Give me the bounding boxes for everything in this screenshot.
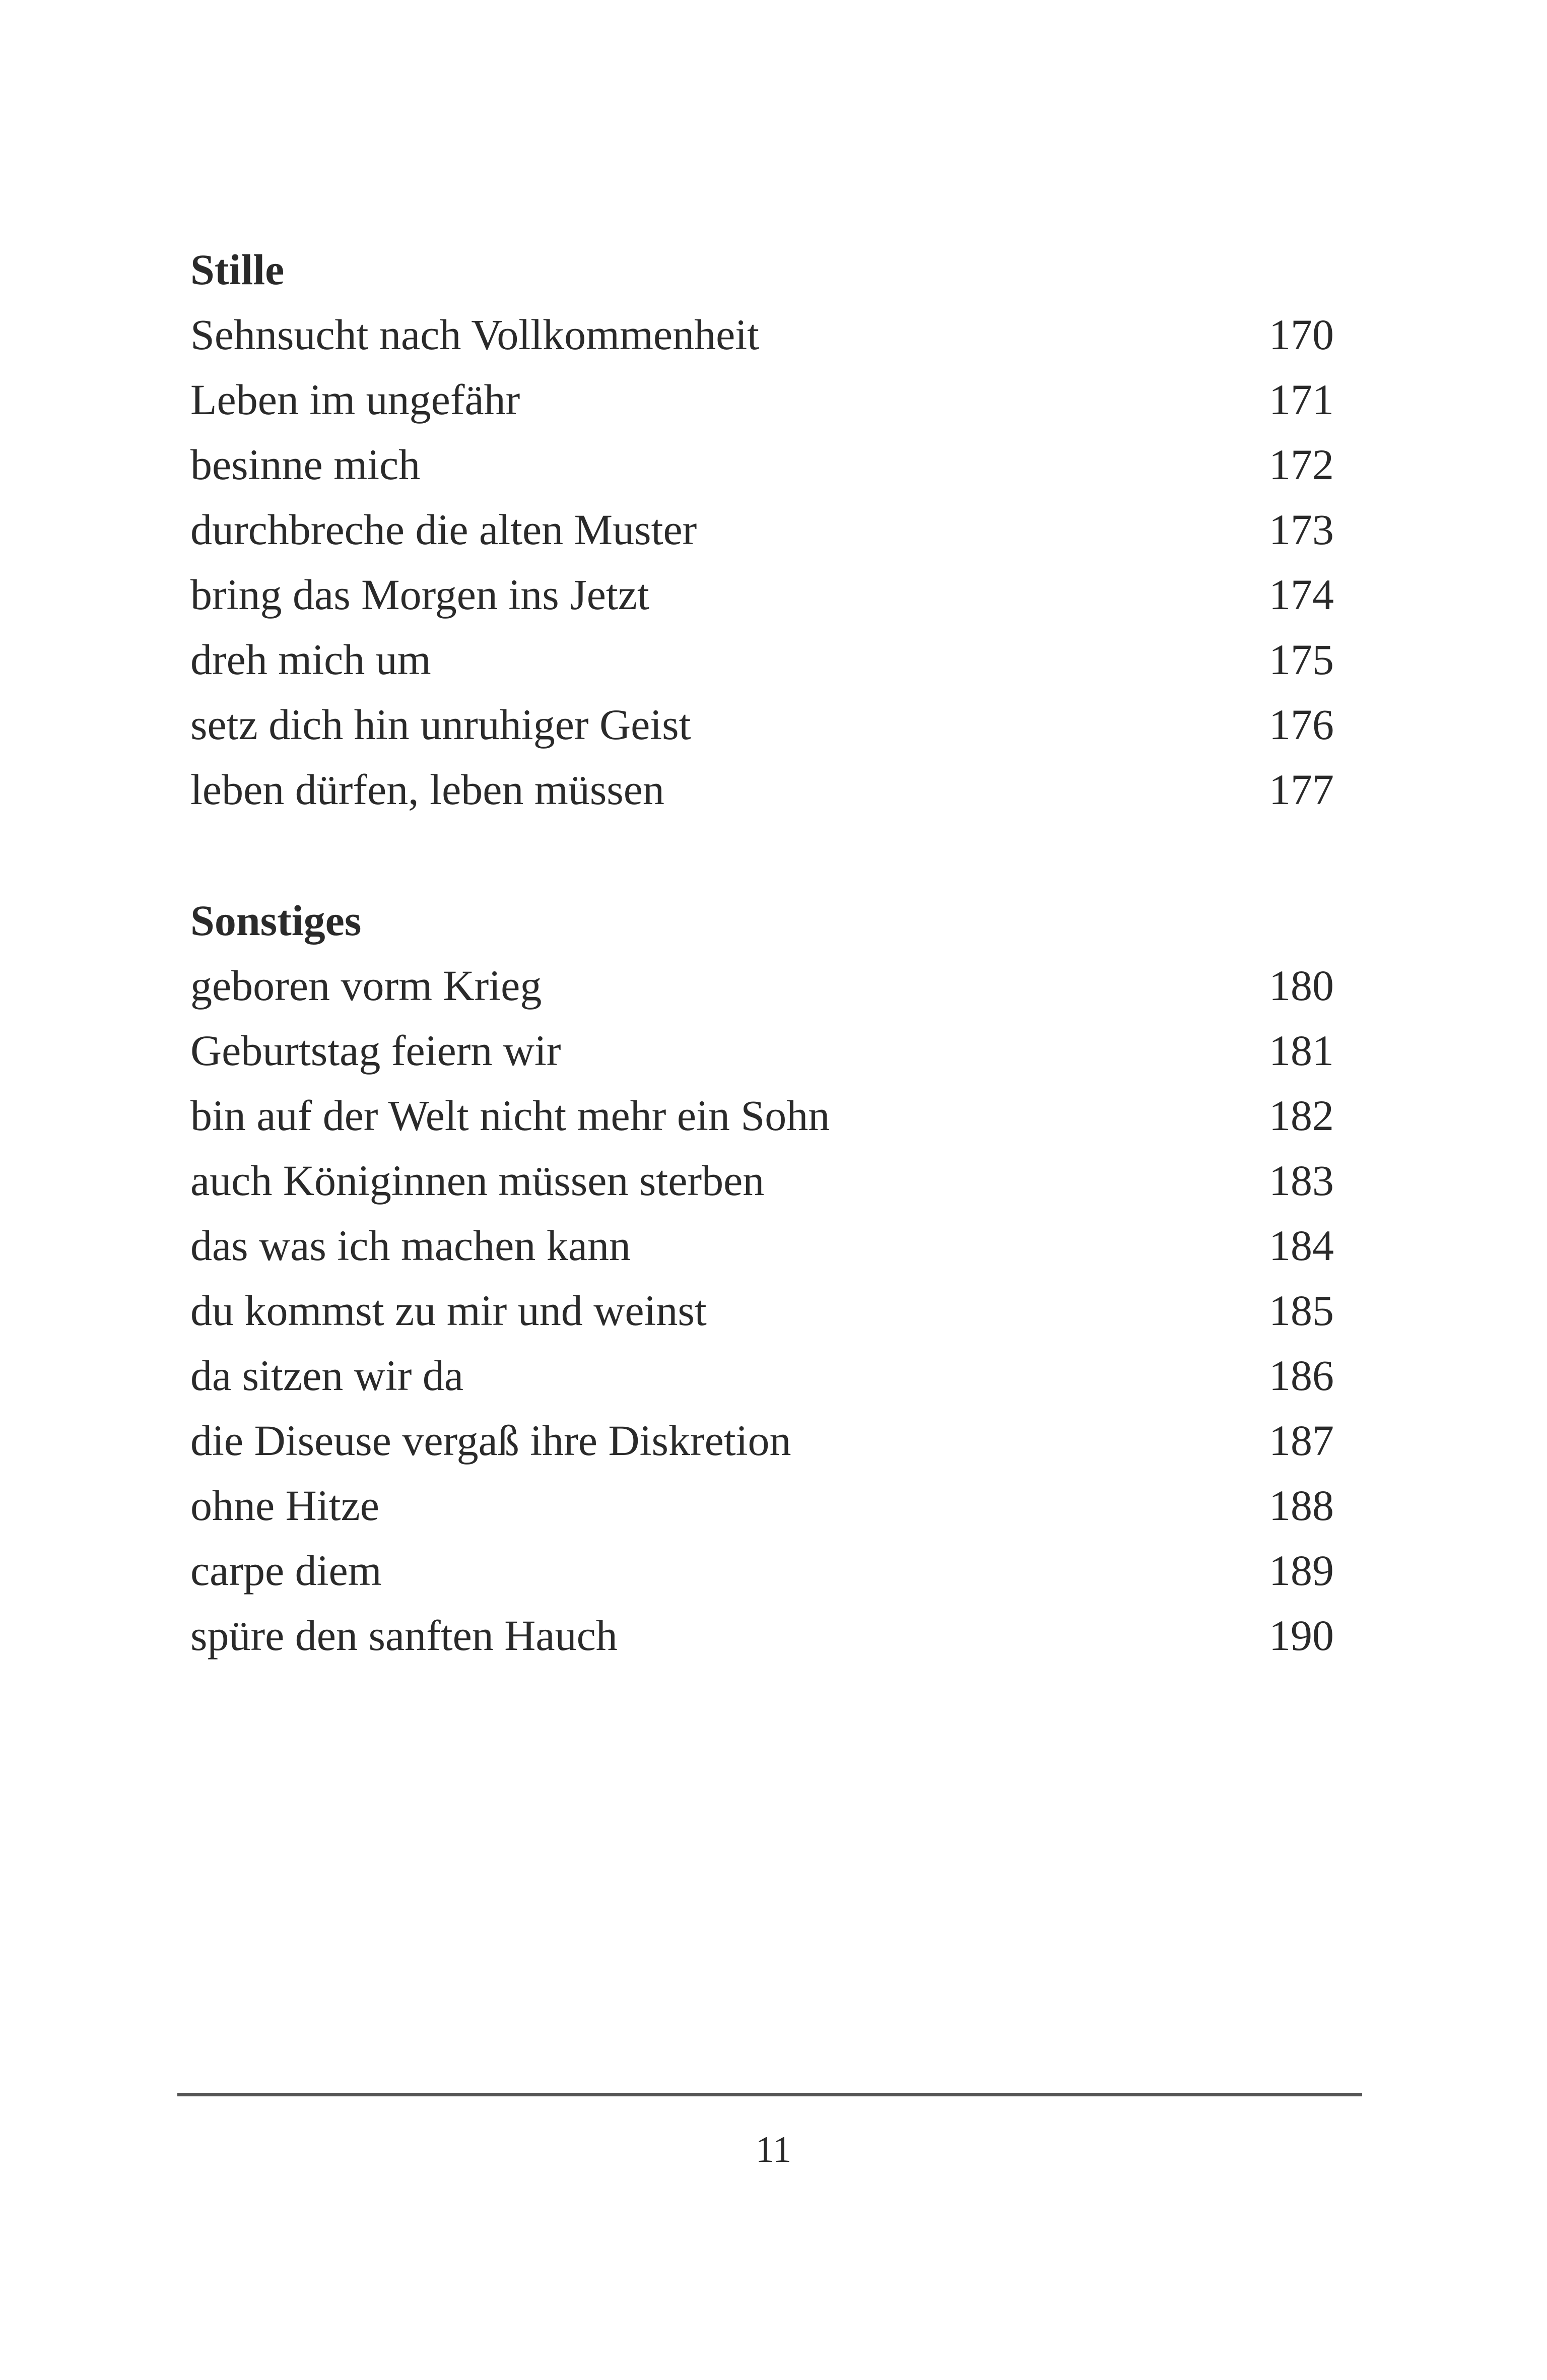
section-spacer bbox=[190, 822, 1334, 888]
entry-title: bring das Morgen ins Jetzt bbox=[190, 570, 649, 619]
toc-entry bbox=[190, 1408, 1334, 1473]
toc-entry bbox=[190, 1278, 1334, 1343]
entry-title: spüre den sanften Hauch bbox=[190, 1611, 618, 1660]
entry-title: ohne Hitze bbox=[190, 1481, 379, 1530]
entry-page-number: 186 bbox=[1269, 1351, 1334, 1400]
entry-page-number: 180 bbox=[1269, 961, 1334, 1010]
entry-title: du kommst zu mir und weinst bbox=[190, 1286, 707, 1335]
toc-entry bbox=[190, 367, 1334, 432]
toc-entry bbox=[190, 627, 1334, 692]
toc-entry bbox=[190, 302, 1334, 367]
toc-entry bbox=[190, 497, 1334, 562]
entry-title: bin auf der Welt nicht mehr ein Sohn bbox=[190, 1091, 830, 1140]
entry-page-number: 175 bbox=[1269, 635, 1334, 684]
toc-entry bbox=[190, 953, 1334, 1018]
entry-title: leben dürfen, leben müssen bbox=[190, 765, 664, 814]
entry-page-number: 177 bbox=[1269, 765, 1334, 814]
entry-page-number: 170 bbox=[1269, 310, 1334, 359]
toc-entry bbox=[190, 1473, 1334, 1538]
toc-entry bbox=[190, 1603, 1334, 1668]
toc-entry bbox=[190, 1538, 1334, 1603]
table-of-contents bbox=[190, 237, 1334, 1668]
entry-title: geboren vorm Krieg bbox=[190, 961, 542, 1010]
entry-title: dreh mich um bbox=[190, 635, 431, 684]
entry-page-number: 172 bbox=[1269, 440, 1334, 489]
entry-title: das was ich machen kann bbox=[190, 1221, 631, 1270]
entry-page-number: 190 bbox=[1269, 1611, 1334, 1660]
toc-entry bbox=[190, 1213, 1334, 1278]
footer-divider bbox=[177, 2093, 1362, 2096]
entry-title: Geburtstag feiern wir bbox=[190, 1026, 561, 1075]
toc-section-stille bbox=[190, 237, 1334, 822]
section-heading: Sonstiges bbox=[190, 896, 362, 945]
entry-title: Leben im ungefähr bbox=[190, 375, 520, 424]
section-heading: Stille bbox=[190, 245, 285, 294]
toc-entry bbox=[190, 1343, 1334, 1408]
entry-title: setz dich hin unruhiger Geist bbox=[190, 700, 691, 749]
entry-page-number: 188 bbox=[1269, 1481, 1334, 1530]
entry-page-number: 176 bbox=[1269, 700, 1334, 749]
toc-entry bbox=[190, 1018, 1334, 1083]
toc-entry bbox=[190, 562, 1334, 627]
toc-entry bbox=[190, 1148, 1334, 1213]
entry-page-number: 185 bbox=[1269, 1286, 1334, 1335]
toc-section-sonstiges bbox=[190, 888, 1334, 1668]
entry-page-number: 173 bbox=[1269, 505, 1334, 554]
entry-title: durchbreche die alten Muster bbox=[190, 505, 697, 554]
entry-page-number: 181 bbox=[1269, 1026, 1334, 1075]
toc-entry bbox=[190, 757, 1334, 822]
entry-title: carpe diem bbox=[190, 1546, 382, 1595]
entry-page-number: 189 bbox=[1269, 1546, 1334, 1595]
entry-page-number: 187 bbox=[1269, 1416, 1334, 1465]
entry-title: auch Königinnen müssen sterben bbox=[190, 1156, 765, 1205]
entry-title: besinne mich bbox=[190, 440, 421, 489]
entry-title: Sehnsucht nach Vollkommenheit bbox=[190, 310, 760, 359]
entry-title: die Diseuse vergaß ihre Diskretion bbox=[190, 1416, 791, 1465]
entry-page-number: 182 bbox=[1269, 1091, 1334, 1140]
entry-page-number: 171 bbox=[1269, 375, 1334, 424]
entry-title: da sitzen wir da bbox=[190, 1351, 464, 1400]
entry-page-number: 184 bbox=[1269, 1221, 1334, 1270]
toc-entry bbox=[190, 692, 1334, 757]
toc-entry bbox=[190, 1083, 1334, 1148]
entry-page-number: 183 bbox=[1269, 1156, 1334, 1205]
toc-entry bbox=[190, 432, 1334, 497]
page-number: 11 bbox=[755, 2129, 792, 2170]
entry-page-number: 174 bbox=[1269, 570, 1334, 619]
